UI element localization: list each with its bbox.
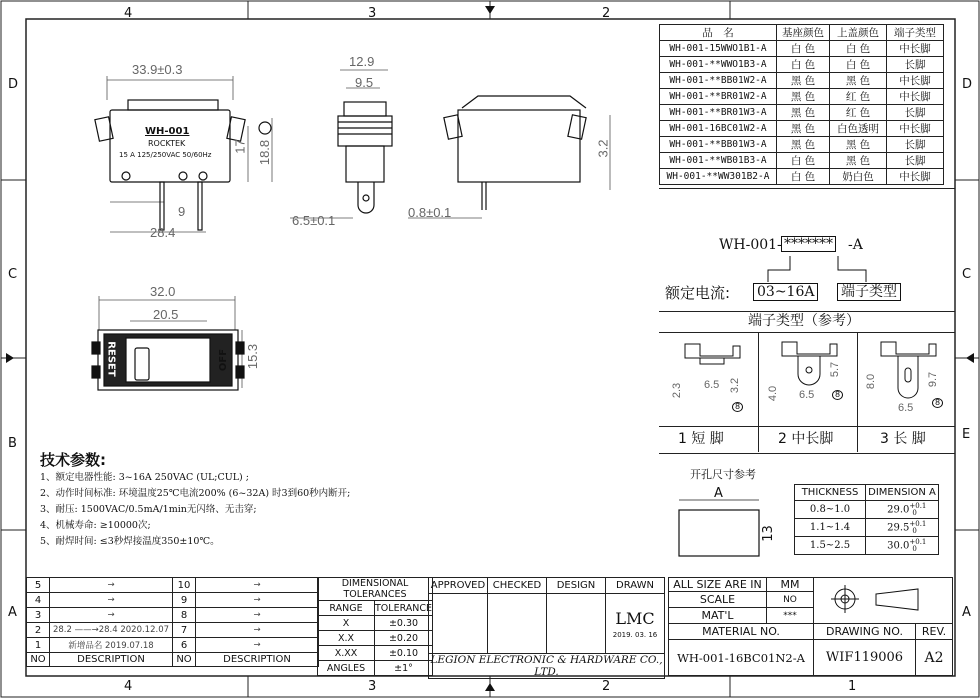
term1-w: 6.5 xyxy=(704,379,720,391)
spec-line-5: 5、耐焊时间: ≤3秒焊接温度350±10℃。 xyxy=(40,536,220,547)
model-cell: WH-001-**WWO1B3-A xyxy=(660,57,777,73)
model-cell: 白 色 xyxy=(777,153,830,169)
model-cell: 白色透明 xyxy=(830,121,887,137)
model-cell: 中长脚 xyxy=(887,41,944,57)
unit-value: MM xyxy=(767,578,814,592)
revision-no: 2 xyxy=(27,623,50,638)
cutout-dim-upper: +0.1 xyxy=(909,501,927,510)
dim-side-w1: 12.9 xyxy=(349,54,375,69)
signoff-drawn: DRAWN xyxy=(606,578,665,594)
cutout-thickness: 0.8~1.0 xyxy=(795,501,866,519)
revision-no: 6 xyxy=(173,638,196,653)
tolerance-range: X.XX xyxy=(318,646,375,661)
part-code-suffix: -A xyxy=(848,237,863,253)
terminal-label-row xyxy=(659,426,955,427)
model-cell: 黑 色 xyxy=(777,137,830,153)
part-code-prefix: WH-001- xyxy=(719,237,782,253)
model-cell: 白 色 xyxy=(777,41,830,57)
term2-h: 4.0 xyxy=(767,385,780,402)
model-cell: 黑 色 xyxy=(830,153,887,169)
term2-w: 6.5 xyxy=(799,389,815,401)
row-label-right-D: D xyxy=(962,77,973,92)
revision-row xyxy=(27,623,173,638)
revision-desc: → xyxy=(196,593,319,608)
model-cell: 中长脚 xyxy=(887,121,944,137)
title-block xyxy=(668,577,953,676)
material-no-label: MATERIAL NO. xyxy=(669,624,814,640)
revision-desc: 新增品名 2019.07.18 xyxy=(50,638,173,653)
model-cell: 奶白色 xyxy=(830,169,887,185)
drawing-no-label: DRAWING NO. xyxy=(814,624,916,640)
cutout-dim-lower: 0 xyxy=(912,545,917,554)
col-label-bottom-3: 3 xyxy=(368,679,377,694)
dim-front-h1: 17 xyxy=(232,139,248,154)
tolerance-value: ±0.20 xyxy=(375,631,433,646)
cutout-row xyxy=(795,501,939,519)
tolerance-range: X xyxy=(318,616,375,631)
signoff-design-cell xyxy=(547,594,606,654)
tolerance-range: ANGLES xyxy=(318,661,375,676)
model-cell: 黑 色 xyxy=(777,105,830,121)
term3-w: 6.5 xyxy=(898,402,914,414)
revision-row xyxy=(173,638,319,653)
body-brand: WH-001 xyxy=(145,126,190,137)
signoff-checked: CHECKED xyxy=(488,578,547,594)
model-col-terminal: 端子类型 xyxy=(887,25,944,41)
tolerance-col-tol: TOLERANCE xyxy=(375,602,433,614)
cutout-dim-base: 30.0 xyxy=(887,540,910,552)
spec-line-1: 1、额定电器性能: 3~16A 250VAC (UL;CUL) ; xyxy=(40,472,249,483)
revision-desc: → xyxy=(196,638,319,653)
row-label-left-A: A xyxy=(8,605,17,620)
cutout-dim-upper: +0.1 xyxy=(909,519,927,528)
model-cell: WH-001-**BB01W2-A xyxy=(660,73,777,89)
signoff-table xyxy=(428,577,665,679)
col-label-bottom-1: 1 xyxy=(848,679,857,694)
model-cell: 红 色 xyxy=(830,89,887,105)
model-cell: WH-001-**BR01W3-A xyxy=(660,105,777,121)
model-col-base: 基座颜色 xyxy=(777,25,830,41)
cutout-row xyxy=(795,519,939,537)
row-label-left-D: D xyxy=(8,77,19,92)
cutout-dim-lower: 0 xyxy=(912,509,917,518)
model-cell: 中长脚 xyxy=(887,89,944,105)
revision-no: 8 xyxy=(173,608,196,623)
dim-rear-h: 3.2 xyxy=(595,139,611,158)
signoff-approved-cell xyxy=(429,594,488,654)
all-size-label: ALL SIZE ARE IN xyxy=(669,578,767,592)
cutout-thickness: 1.5~2.5 xyxy=(795,537,866,555)
cutout-row xyxy=(795,537,939,555)
revision-row xyxy=(173,578,319,593)
model-cell: 黑 色 xyxy=(830,73,887,89)
terminal-label-1: 1 短 脚 xyxy=(678,431,724,447)
current-label: 额定电流: xyxy=(665,284,731,302)
body-maker: ROCKTEK xyxy=(148,139,186,148)
term3-mark: 8 xyxy=(932,398,943,408)
revision-row xyxy=(27,608,173,623)
revision-no: 4 xyxy=(27,593,50,608)
dim-rear-pin: 0.8±0.1 xyxy=(408,205,452,220)
revision-table-b xyxy=(172,577,319,667)
cutout-title: 开孔尺寸参考 xyxy=(690,468,756,481)
term1-d: 3.2 xyxy=(729,377,742,394)
model-cell: 红 色 xyxy=(830,105,887,121)
cutout-dimension xyxy=(866,501,939,519)
terminal-label-2: 2 中长脚 xyxy=(778,431,834,447)
part-number: WH-001-16BC01N2-A xyxy=(669,640,814,676)
specs-title: 技术参数: xyxy=(40,451,106,469)
revision-desc: → xyxy=(50,593,173,608)
term3-d: 9.7 xyxy=(927,371,940,388)
model-cell: WH-001-15WWO1B1-A xyxy=(660,41,777,57)
terminal-divider-2 xyxy=(857,332,858,452)
model-cell: 中长脚 xyxy=(887,169,944,185)
model-cell: 长脚 xyxy=(887,137,944,153)
revision-no: 3 xyxy=(27,608,50,623)
revision-row xyxy=(173,623,319,638)
dim-front-h2: 18.8 xyxy=(257,139,273,166)
dim-side-pin: 6.5±0.1 xyxy=(292,213,336,228)
tolerance-row xyxy=(318,661,433,676)
model-cell: WH-001-**BB01W3-A xyxy=(660,137,777,153)
tolerance-row xyxy=(318,631,433,646)
revision-no: 5 xyxy=(27,578,50,593)
model-col-name: 品 名 xyxy=(660,25,777,41)
company-name: LEGION ELECTRONIC & HARDWARE CO., LTD. xyxy=(430,654,663,678)
cutout-col-dimension: DIMENSION A xyxy=(866,485,939,501)
tolerance-row xyxy=(318,646,433,661)
model-cell: 白 色 xyxy=(830,41,887,57)
revision-no: 10 xyxy=(173,578,196,593)
current-value: 03~16A xyxy=(753,283,818,301)
col-label-bottom-4: 4 xyxy=(124,679,133,694)
cutout-dimension xyxy=(866,519,939,537)
signoff-approved: APPROVED xyxy=(429,578,488,594)
revision-code: A2 xyxy=(916,640,953,676)
revision-footer-no: NO xyxy=(27,653,50,667)
row-label-right-C: C xyxy=(962,267,972,282)
revision-no: 7 xyxy=(173,623,196,638)
cutout-col-thickness: THICKNESS xyxy=(795,485,866,501)
terminal-divider-1 xyxy=(758,332,759,452)
cutout-thickness: 1.1~1.4 xyxy=(795,519,866,537)
model-cell: 中长脚 xyxy=(887,73,944,89)
term2-d: 5.7 xyxy=(829,361,842,378)
row-label-left-B: B xyxy=(8,436,17,451)
revision-desc: 28.2 ——→28.4 2020.12.07 xyxy=(50,623,173,638)
tolerance-table xyxy=(317,577,433,676)
scale-label: SCALE xyxy=(669,592,767,608)
model-cell: WH-001-16BC01W2-A xyxy=(660,121,777,137)
cutout-table xyxy=(794,484,939,555)
matl-label: MAT'L xyxy=(669,608,767,624)
model-cell: WH-001-**BR01W2-A xyxy=(660,89,777,105)
model-cell: 白 色 xyxy=(777,57,830,73)
revision-no: 1 xyxy=(27,638,50,653)
revision-row xyxy=(173,593,319,608)
revision-row xyxy=(173,608,319,623)
model-cell: WH-001-**WB01B3-A xyxy=(660,153,777,169)
cutout-dim-lower: 0 xyxy=(912,527,917,536)
dim-front-width: 33.9±0.3 xyxy=(132,62,183,77)
tolerance-value: ±0.10 xyxy=(375,646,433,661)
revision-desc: → xyxy=(196,608,319,623)
revision-desc: → xyxy=(196,623,319,638)
term1-mark: 8 xyxy=(732,402,743,412)
reset-label: RESET xyxy=(105,341,117,377)
dim-pin-gap: 9 xyxy=(178,204,186,219)
col-label-bottom-2: 2 xyxy=(602,679,611,694)
model-cell: 长脚 xyxy=(887,57,944,73)
signoff-checked-cell xyxy=(488,594,547,654)
revision-footer-desc: DESCRIPTION xyxy=(196,653,319,667)
revision-row xyxy=(27,638,173,653)
model-cell: 黑 色 xyxy=(830,137,887,153)
cutout-a-label: A xyxy=(714,486,723,501)
cutout-dim-upper: +0.1 xyxy=(909,537,927,546)
col-label-top-3: 3 xyxy=(368,6,377,21)
signoff-drawn-cell xyxy=(606,594,665,654)
terminal-box-label: 端子类型 xyxy=(837,283,901,301)
rev-label: REV. xyxy=(916,624,953,640)
revision-footer xyxy=(173,653,319,667)
row-label-right-A: A xyxy=(962,605,971,620)
revision-no: 9 xyxy=(173,593,196,608)
row-label-left-C: C xyxy=(8,267,18,282)
revision-table-a xyxy=(26,577,173,667)
projection-symbol-cell xyxy=(814,578,953,624)
revision-row xyxy=(27,578,173,593)
dim-side-w2: 9.5 xyxy=(355,75,374,90)
scale-value: NO xyxy=(767,592,814,608)
revision-row xyxy=(27,593,173,608)
drawn-by: LMC xyxy=(615,608,655,628)
cutout-dim-base: 29.5 xyxy=(887,522,910,534)
cutout-dimension xyxy=(866,537,939,555)
terminal-label-3: 3 长 脚 xyxy=(880,431,926,447)
model-cell: 白 色 xyxy=(830,57,887,73)
dim-pin-span: 28.4 xyxy=(150,225,176,240)
tolerance-row xyxy=(318,616,433,631)
body-rating: 15 A 125/250VAC 50/60Hz xyxy=(119,151,212,159)
revision-footer-desc: DESCRIPTION xyxy=(50,653,173,667)
model-col-cover: 上盖颜色 xyxy=(830,25,887,41)
tolerance-col-range: RANGE xyxy=(318,601,375,616)
cutout-h-label: 13 xyxy=(760,525,776,542)
model-cell: 白 色 xyxy=(777,169,830,185)
spec-line-2: 2、动作时间标准: 环境温度25℃电流200% (6~32A) 时3到60秒内断开; xyxy=(40,488,351,499)
dim-top-h: 15.3 xyxy=(245,343,261,370)
part-code-mid: ******* xyxy=(781,236,836,252)
tolerance-range: X.X xyxy=(318,631,375,646)
tolerance-title: DIMENSIONAL TOLERANCES xyxy=(318,578,433,601)
off-label: OFF xyxy=(218,348,230,372)
revision-desc: → xyxy=(50,578,173,593)
cutout-dim-base: 29.0 xyxy=(887,504,910,516)
revision-footer xyxy=(27,653,173,667)
tolerance-value: ±0.30 xyxy=(375,616,433,631)
col-label-top-4: 4 xyxy=(124,6,133,21)
revision-desc: → xyxy=(50,608,173,623)
spec-line-3: 3、耐压: 1500VAC/0.5mA/1min无闪络、无击穿; xyxy=(40,504,257,515)
tolerance-value: ±1° xyxy=(375,661,433,676)
row-label-right-E: E xyxy=(962,427,971,442)
dim-top-w1: 32.0 xyxy=(150,284,176,299)
drawn-date: 2019. 03. 16 xyxy=(612,630,658,639)
model-cell: 黑 色 xyxy=(777,73,830,89)
model-cell: 长脚 xyxy=(887,153,944,169)
model-cell: WH-001-**WW301B2-A xyxy=(660,169,777,185)
term2-mark: 8 xyxy=(832,390,843,400)
signoff-design: DESIGN xyxy=(547,578,606,594)
revision-desc: → xyxy=(196,578,319,593)
model-cell: 黑 色 xyxy=(777,121,830,137)
model-cell: 长脚 xyxy=(887,105,944,121)
term3-h: 8.0 xyxy=(865,373,878,390)
terminal-types-title: 端子类型（参考） xyxy=(748,313,860,329)
model-cell: 黑 色 xyxy=(777,89,830,105)
term1-h: 2.3 xyxy=(671,382,684,399)
drawing-number: WIF119006 xyxy=(814,640,916,676)
col-label-top-2: 2 xyxy=(602,6,611,21)
dim-top-w2: 20.5 xyxy=(153,307,179,322)
spec-line-4: 4、机械寿命: ≥10000次; xyxy=(40,520,151,531)
matl-value: *** xyxy=(767,608,814,624)
revision-footer-no: NO xyxy=(173,653,196,667)
